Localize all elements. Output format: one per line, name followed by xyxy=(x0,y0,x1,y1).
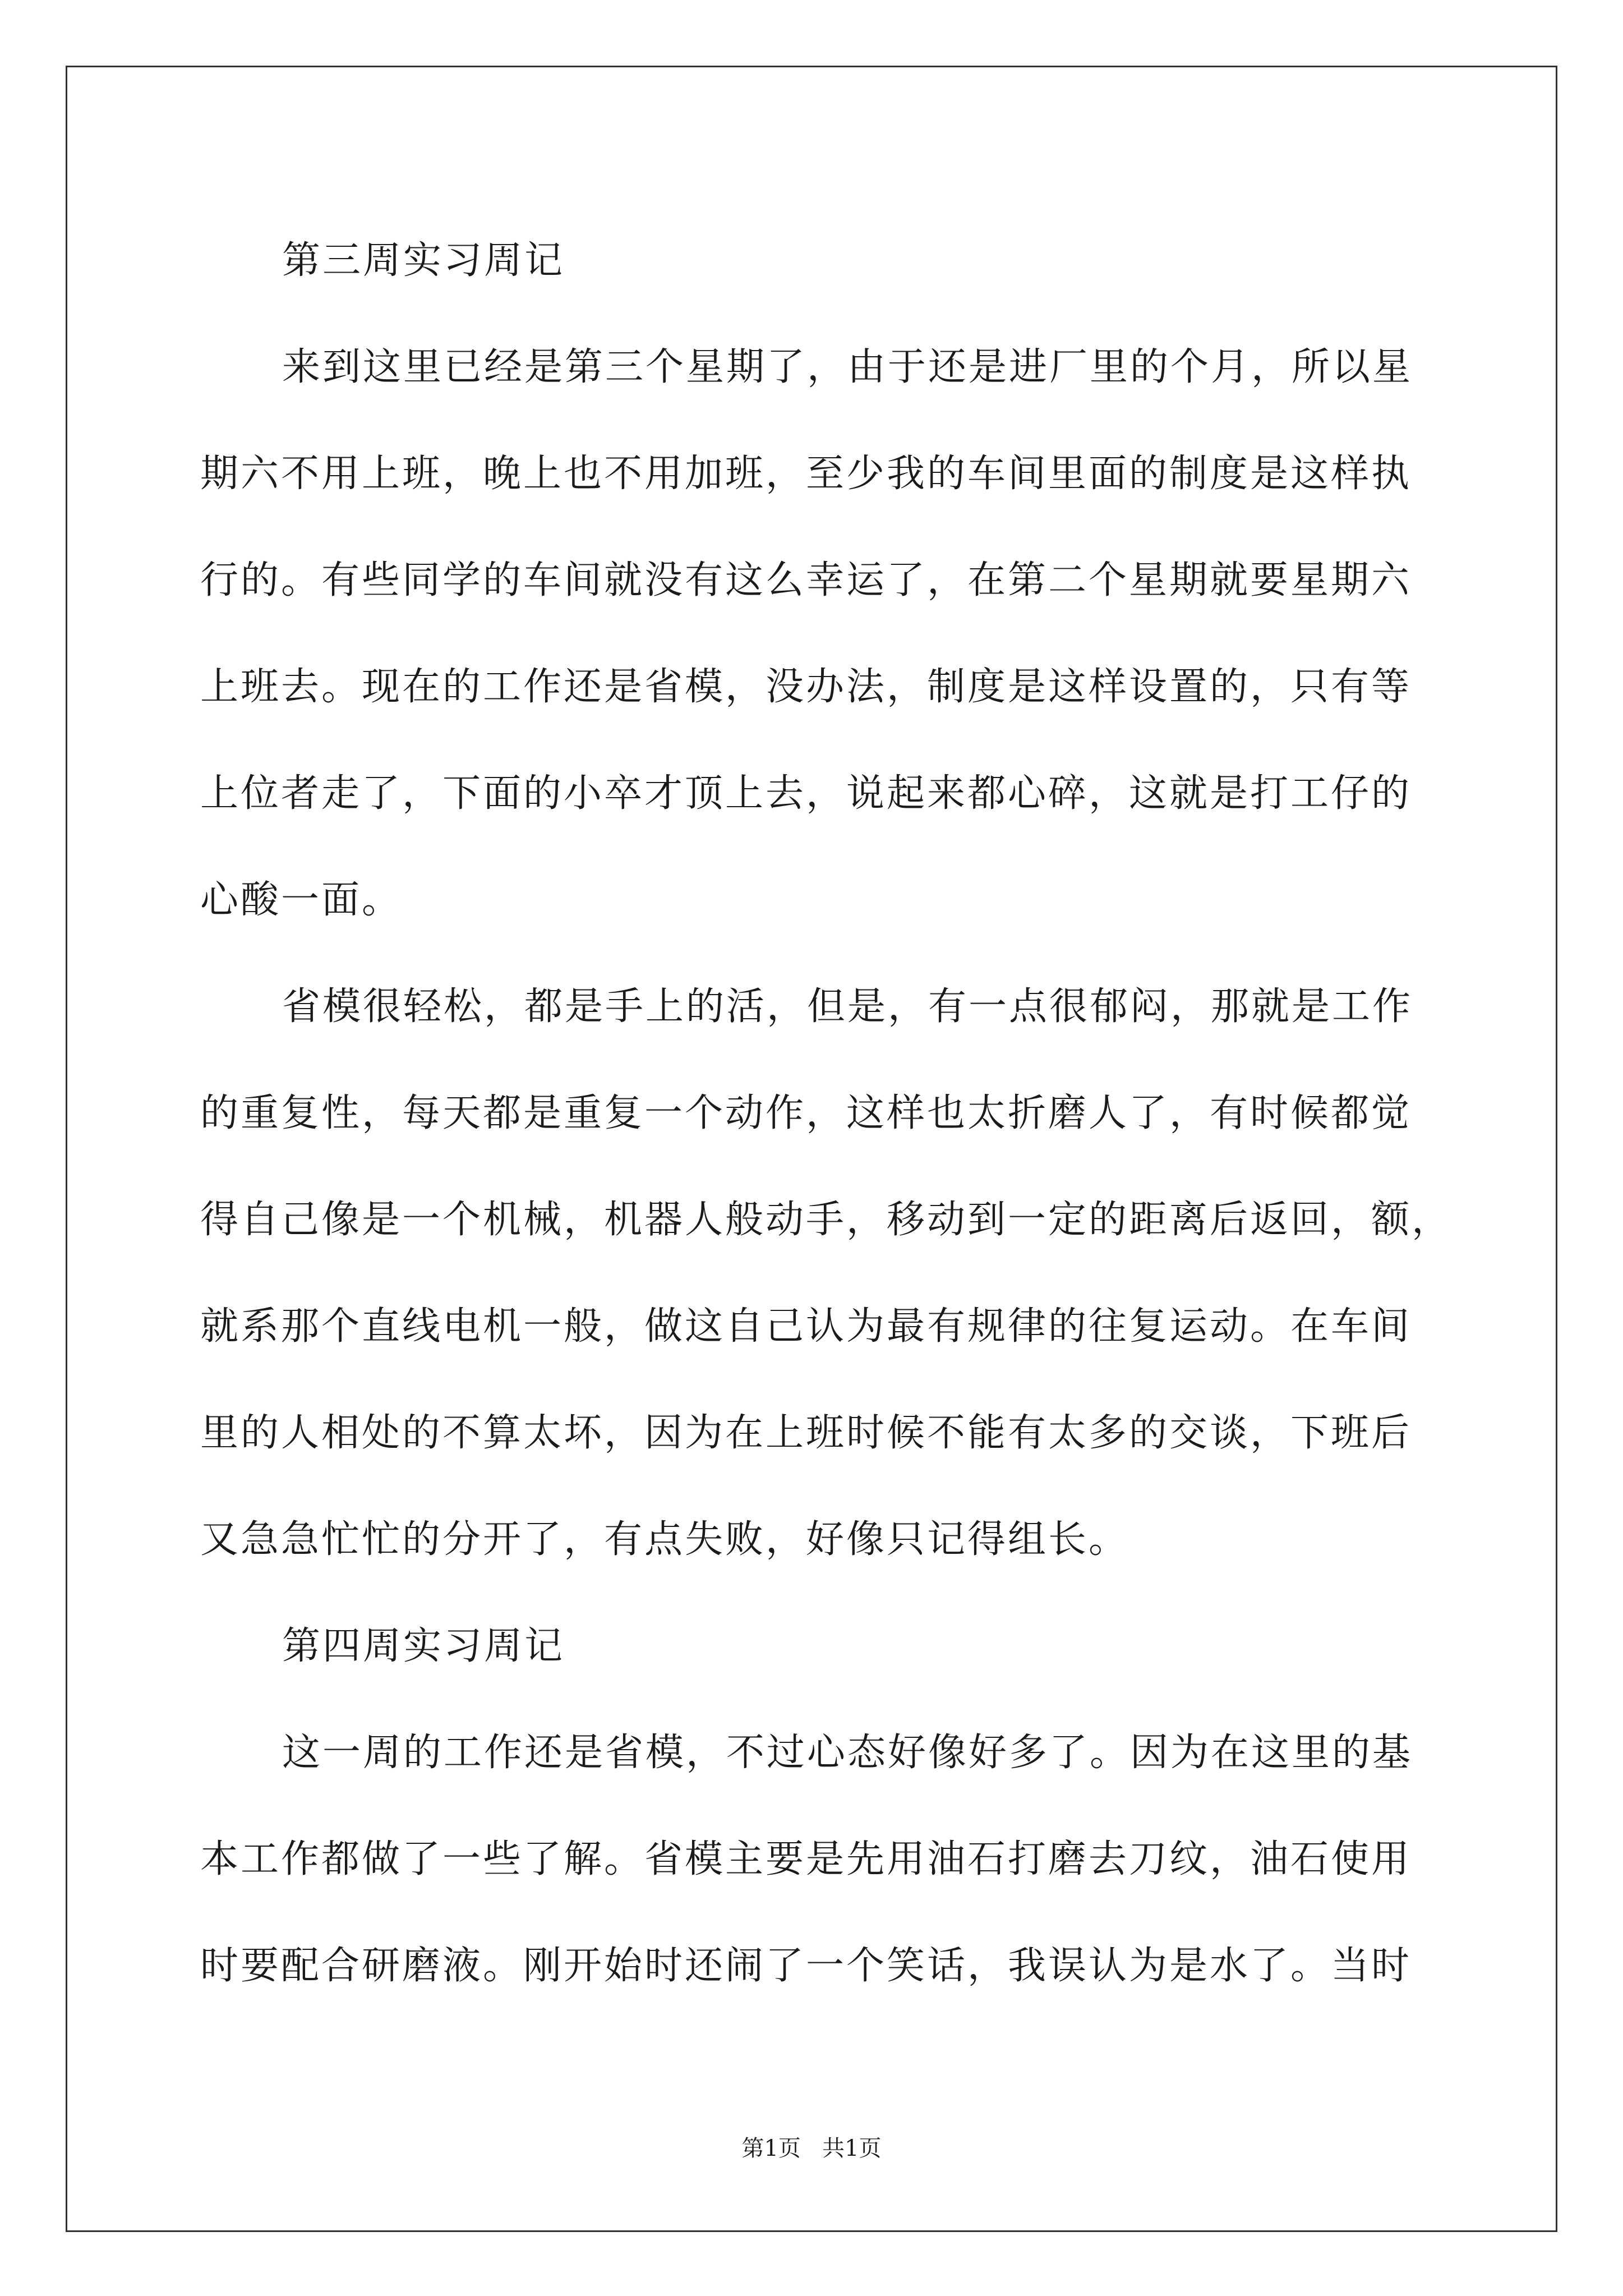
text-line: 上班去。现在的工作还是省模，没办法，制度是这样设置的，只有等 xyxy=(200,665,1412,709)
text-line: 来到这里已经是第三个星期了，由于还是进厂里的个月，所以星 xyxy=(282,345,1413,389)
text-line: 期六不用上班，晚上也不用加班，至少我的车间里面的制度是这样执 xyxy=(200,452,1412,496)
text-line: 里的人相处的不算太坏，因为在上班时候不能有太多的交谈，下班后 xyxy=(200,1411,1412,1455)
text-line: 心酸一面。 xyxy=(200,878,403,922)
text-line: 时要配合研磨液。刚开始时还闹了一个笑话，我误认为是水了。当时 xyxy=(200,1944,1412,1988)
text-line: 省模很轻松，都是手上的活，但是，有一点很郁闷，那就是工作 xyxy=(282,984,1413,1029)
text-line: 行的。有些同学的车间就没有这么幸运了，在第二个星期就要星期六 xyxy=(200,558,1412,602)
text-line: 的重复性，每天都是重复一个动作，这样也太折磨人了，有时候都觉 xyxy=(200,1091,1412,1135)
text-line: 上位者走了，下面的小卒才顶上去，说起来都心碎，这就是打工仔的 xyxy=(200,771,1412,816)
section-heading-week3: 第三周实习周记 xyxy=(282,238,565,283)
text-line: 这一周的工作还是省模，不过心态好像好多了。因为在这里的基 xyxy=(282,1731,1413,1775)
text-line: 得自己像是一个机械，机器人般动手，移动到一定的距离后返回，额， xyxy=(200,1198,1453,1242)
text-line: 就系那个直线电机一般，做这自己认为最有规律的往复运动。在车间 xyxy=(200,1304,1412,1349)
section-heading-week4: 第四周实习周记 xyxy=(282,1624,565,1668)
page-number-footer: 第1页 共1页 xyxy=(741,2136,882,2161)
text-line: 本工作都做了一些了解。省模主要是先用油石打磨去刀纹，油石使用 xyxy=(200,1837,1412,1881)
document-body xyxy=(200,208,1453,2019)
text-line: 又急急忙忙的分开了，有点失败，好像只记得组长。 xyxy=(200,1517,1129,1562)
